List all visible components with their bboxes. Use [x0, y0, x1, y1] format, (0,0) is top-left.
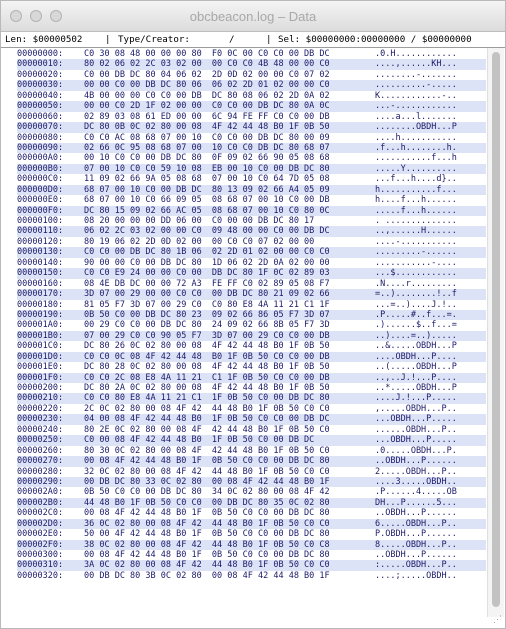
- ascii-cell[interactable]: .0.....OBDH...P.: [375, 445, 457, 456]
- address-cell[interactable]: 00000110:: [17, 226, 64, 237]
- hex-row[interactable]: [17, 122, 486, 132]
- address-cell[interactable]: 000000D0:: [17, 184, 64, 195]
- ascii-cell[interactable]: .........-......: [375, 247, 457, 258]
- hex-row[interactable]: [17, 91, 486, 101]
- ascii-cell[interactable]: ........OBDH...P: [375, 122, 457, 133]
- ascii-cell[interactable]: 6.....OBDH...P..: [375, 518, 457, 529]
- hex-row[interactable]: [17, 59, 486, 69]
- ascii-cell[interactable]: ....J.!...P.....: [375, 393, 457, 404]
- ascii-cell[interactable]: ..........-.....: [375, 80, 457, 91]
- hex-bytes-cell[interactable]: 02 89 03 08 61 ED 00 00 6C 94 FE FF C0 C0 00 DB: [84, 111, 330, 122]
- address-cell[interactable]: 00000040:: [17, 90, 64, 101]
- hex-row[interactable]: [17, 560, 486, 570]
- ascii-cell[interactable]: ..OBDH...P......: [375, 508, 457, 519]
- address-cell[interactable]: 00000120:: [17, 236, 64, 247]
- ascii-cell[interactable]: ..,......H......: [375, 226, 457, 237]
- hex-row[interactable]: [17, 226, 486, 236]
- ascii-cell[interactable]: ....,......KH...: [375, 59, 457, 70]
- address-cell[interactable]: 00000210:: [17, 393, 64, 404]
- ascii-cell[interactable]: ......OBDH...P..: [375, 424, 457, 435]
- hex-bytes-cell[interactable]: 80 02 06 02 2C 03 02 00 00 C0 C0 4B 48 00 00 C0: [84, 59, 330, 70]
- hex-bytes-cell[interactable]: DC 80 15 09 02 66 AC 05 08 68 07 00 10 C0 80 0C: [84, 205, 330, 216]
- ascii-cell[interactable]: ..)....=..).....: [375, 330, 457, 341]
- hex-row[interactable]: [17, 487, 486, 497]
- address-cell[interactable]: 00000100:: [17, 216, 64, 226]
- address-cell[interactable]: 00000280:: [17, 466, 64, 477]
- hex-bytes-cell[interactable]: 3A 0C 02 80 00 08 4F 42 44 48 B0 1F 0B 50 C0 C0: [84, 560, 330, 571]
- hex-row[interactable]: [17, 153, 486, 163]
- ascii-cell[interactable]: .)......$..f...=: [375, 320, 457, 331]
- hex-bytes-cell[interactable]: 00 08 4F 42 44 48 B0 1F 0B 50 C0 C0 00 DB DC 80: [84, 550, 330, 560]
- address-cell[interactable]: 000001B0:: [17, 330, 64, 341]
- hex-bytes-cell[interactable]: 02 66 0C 95 08 68 07 00 10 C0 C0 DB DC 80 68 07: [84, 142, 330, 153]
- hex-bytes-cell[interactable]: 38 0C 02 80 00 08 4F 42 44 48 B0 1F 0B 50 C0 C8: [84, 539, 330, 550]
- hex-row[interactable]: [17, 404, 486, 414]
- address-cell[interactable]: 00000300:: [17, 550, 64, 560]
- hex-row[interactable]: [17, 341, 486, 351]
- address-cell[interactable]: 000002E0:: [17, 529, 64, 540]
- hex-bytes-cell[interactable]: C0 C0 E9 24 00 00 C0 00 DB DC 80 1F 0C 02 89 03: [84, 268, 330, 279]
- ascii-cell[interactable]: =..)........!..f: [375, 289, 457, 300]
- ascii-cell[interactable]: :.....OBDH...P..: [375, 560, 457, 571]
- hex-row[interactable]: [17, 258, 486, 268]
- hex-row[interactable]: [17, 216, 486, 226]
- hex-bytes-cell[interactable]: C0 00 08 4F 42 44 48 B0 1F 0B 50 C0 00 DB DC: [84, 435, 315, 446]
- address-cell[interactable]: 00000060:: [17, 111, 64, 122]
- ascii-cell[interactable]: ..,..J.!...P....: [375, 372, 457, 383]
- address-cell[interactable]: 00000140:: [17, 257, 64, 268]
- address-cell[interactable]: 00000030:: [17, 80, 64, 91]
- hex-row[interactable]: [17, 467, 486, 477]
- address-cell[interactable]: 00000150:: [17, 268, 64, 279]
- hex-row[interactable]: [17, 300, 486, 310]
- ascii-cell[interactable]: .N....r.........: [375, 278, 457, 289]
- address-cell[interactable]: 00000090:: [17, 142, 64, 153]
- hex-row[interactable]: [17, 237, 486, 247]
- hex-bytes-cell[interactable]: 07 00 29 C0 C0 90 05 F7 3D 07 00 29 C0 C0 00 DB: [84, 330, 330, 341]
- address-cell[interactable]: 00000130:: [17, 247, 64, 258]
- hex-row[interactable]: [17, 435, 486, 445]
- ascii-cell[interactable]: .P......4.....OB: [375, 487, 457, 498]
- hex-row[interactable]: [17, 143, 486, 153]
- hex-bytes-cell[interactable]: 50 00 4F 42 44 48 B0 1F 0B 50 C0 C0 00 DB DC 80: [84, 529, 330, 540]
- address-cell[interactable]: 000001D0:: [17, 351, 64, 362]
- hex-row[interactable]: [17, 571, 486, 581]
- hex-bytes-cell[interactable]: 2C 0C 02 80 00 08 4F 42 44 48 B0 1F 0B 50 C0 C0: [84, 403, 330, 414]
- address-cell[interactable]: 000002C0:: [17, 508, 64, 519]
- hex-bytes-cell[interactable]: 0B 50 C0 C0 00 DB DC 80 34 0C 02 80 00 08 4F 42: [84, 487, 330, 498]
- ascii-cell[interactable]: ....;.....OBDH..: [375, 570, 457, 581]
- ascii-cell[interactable]: ..OBDH...P......: [375, 456, 457, 467]
- ascii-cell[interactable]: ...OBDH...P.....: [375, 414, 457, 425]
- type-creator-separator: /: [229, 34, 235, 45]
- ascii-cell[interactable]: ....3.....OBDH..: [375, 476, 457, 487]
- hex-row[interactable]: [17, 247, 486, 257]
- ascii-cell[interactable]: h....f...h......: [375, 195, 457, 206]
- hex-bytes-cell[interactable]: 81 05 F7 3D 07 00 29 C0 C0 80 E8 4A 11 21 C1 1F: [84, 299, 330, 310]
- hex-bytes-cell[interactable]: 04 00 08 4F 42 44 48 B0 1F 0B 50 C0 C0 00 DB DC: [84, 414, 330, 425]
- hex-row[interactable]: [17, 310, 486, 320]
- hex-bytes-cell[interactable]: 06 02 2C 03 02 00 00 C0 09 48 00 00 C0 00 DB DC: [84, 226, 330, 237]
- hex-row[interactable]: [17, 80, 486, 90]
- address-cell[interactable]: 000000C0:: [17, 174, 64, 185]
- address-cell[interactable]: 00000020:: [17, 69, 64, 80]
- hex-bytes-cell[interactable]: C0 C0 2C 08 E8 4A 11 21 C1 1F 0B 50 C0 C0 00 DB: [84, 372, 330, 383]
- hex-row[interactable]: [17, 164, 486, 174]
- hex-row[interactable]: [17, 101, 486, 111]
- hex-bytes-cell[interactable]: 00 00 C0 2D 1F 02 00 00 C0 C0 00 DB DC 80 0A 0C: [84, 101, 330, 112]
- address-cell[interactable]: 00000170:: [17, 289, 64, 300]
- hex-bytes-cell[interactable]: 68 07 00 10 C0 00 DB DC 80 13 09 02 66 A4 05 09: [84, 184, 330, 195]
- hex-row[interactable]: [17, 540, 486, 550]
- ascii-cell[interactable]: ..OBDH...P......: [375, 550, 457, 560]
- hex-row[interactable]: [17, 456, 486, 466]
- address-cell[interactable]: 00000220:: [17, 403, 64, 414]
- address-cell[interactable]: 000002A0:: [17, 487, 64, 498]
- hex-row[interactable]: [17, 70, 486, 80]
- hex-row[interactable]: [17, 195, 486, 205]
- ascii-cell[interactable]: P.OBDH...P......: [375, 529, 457, 540]
- hex-bytes-cell[interactable]: 00 29 C0 C0 00 DB DC 80 24 09 02 66 8B 05 F7 3D: [84, 320, 330, 331]
- hex-row[interactable]: [17, 362, 486, 372]
- hex-row[interactable]: [17, 550, 486, 560]
- hex-row[interactable]: [17, 446, 486, 456]
- address-cell[interactable]: 000001E0:: [17, 362, 64, 373]
- hex-row[interactable]: [17, 206, 486, 216]
- hex-row[interactable]: [17, 498, 486, 508]
- ascii-cell[interactable]: .0.H............: [375, 49, 457, 59]
- ascii-cell[interactable]: ..(.....OBDH...P: [375, 362, 457, 373]
- hex-row[interactable]: [17, 373, 486, 383]
- ascii-cell[interactable]: h...........f...: [375, 184, 457, 195]
- hex-bytes-cell[interactable]: 00 08 4F 42 44 48 B0 1F 0B 50 C0 C0 00 DB DC 80: [84, 508, 330, 519]
- hex-row[interactable]: [17, 425, 486, 435]
- ascii-cell[interactable]: ...OBDH...P.....: [375, 435, 457, 446]
- hex-bytes-cell[interactable]: 07 00 10 C0 C0 59 10 08 EB 00 10 C0 00 DB DC 80: [84, 163, 330, 174]
- hex-row[interactable]: [17, 289, 486, 299]
- address-cell[interactable]: 000002D0:: [17, 518, 64, 529]
- hex-row[interactable]: [17, 383, 486, 393]
- address-cell[interactable]: 00000190:: [17, 309, 64, 320]
- hex-bytes-cell[interactable]: 3D 07 00 29 00 00 C0 C0 00 DB DC 80 21 09 02 66: [84, 289, 330, 300]
- window-title: obcbeacon.log – Data: [189, 9, 317, 24]
- vertical-scrollbar[interactable]: [487, 48, 504, 617]
- ascii-cell[interactable]: .P.....#..f...=.: [375, 309, 457, 320]
- hex-row[interactable]: [17, 529, 486, 539]
- ascii-cell[interactable]: . ..............: [375, 216, 457, 226]
- address-cell[interactable]: 000000E0:: [17, 195, 64, 206]
- hex-bytes-cell[interactable]: DC 80 0B 0C 02 80 00 08 4F 42 44 48 B0 1F 0B 50: [84, 122, 330, 133]
- address-cell[interactable]: 000000F0:: [17, 205, 64, 216]
- address-cell[interactable]: 000001A0:: [17, 320, 64, 331]
- hex-bytes-cell[interactable]: 00 10 C0 C0 00 DB DC 80 0F 09 02 66 90 05 08 68: [84, 153, 330, 164]
- hex-row[interactable]: [17, 174, 486, 184]
- address-cell[interactable]: 00000080:: [17, 132, 64, 143]
- ascii-cell[interactable]: 8.....OBDH...P..: [375, 539, 457, 550]
- hex-dump-view[interactable]: [17, 49, 486, 615]
- hex-bytes-cell[interactable]: 80 2E 0C 02 80 00 08 4F 42 44 48 B0 1F 0B 50 C0: [84, 424, 330, 435]
- info-bar: [1, 32, 505, 48]
- ascii-cell[interactable]: ....OBDH...P....: [375, 351, 457, 362]
- ascii-cell[interactable]: ..&.....OBDH...P: [375, 341, 457, 352]
- title-bar[interactable]: [1, 1, 505, 32]
- ascii-cell[interactable]: .f...h........h.: [375, 142, 457, 153]
- length-label: Len: $00000502: [5, 34, 83, 45]
- hex-row[interactable]: [17, 508, 486, 518]
- ascii-cell[interactable]: 2.....OBDH...P..: [375, 466, 457, 477]
- address-cell[interactable]: 000002B0:: [17, 497, 64, 508]
- ascii-cell[interactable]: ...=..)....J.!..: [375, 299, 457, 310]
- hex-row[interactable]: [17, 519, 486, 529]
- hex-row[interactable]: [17, 133, 486, 143]
- type-creator-label: Type/Creator:: [118, 34, 190, 45]
- address-cell[interactable]: 000001F0:: [17, 372, 64, 383]
- hex-row[interactable]: [17, 393, 486, 403]
- hex-row[interactable]: [17, 320, 486, 330]
- hex-row[interactable]: [17, 279, 486, 289]
- divider: |: [105, 34, 111, 45]
- hex-row[interactable]: [17, 49, 486, 59]
- ascii-cell[interactable]: .....Y..........: [375, 163, 457, 174]
- address-cell[interactable]: 00000320:: [17, 570, 64, 581]
- hex-bytes-cell[interactable]: 36 0C 02 80 00 08 4F 42 44 48 B0 1F 0B 50 C0 C0: [84, 518, 330, 529]
- hex-bytes-cell[interactable]: DC 80 28 0C 02 80 00 08 4F 42 44 48 B0 1F 0B 50: [84, 362, 330, 373]
- hex-row[interactable]: [17, 477, 486, 487]
- address-cell[interactable]: 00000270:: [17, 456, 64, 467]
- ascii-cell[interactable]: ....a...l.......: [375, 111, 457, 122]
- hex-bytes-cell[interactable]: 68 07 00 10 C0 66 09 05 08 68 07 00 10 C0 00 DB: [84, 195, 330, 206]
- hex-bytes-cell[interactable]: C0 30 08 48 00 00 00 80 F0 0C 00 C0 C0 00 DB DC: [84, 49, 330, 59]
- address-cell[interactable]: 00000200:: [17, 383, 64, 393]
- hex-bytes-cell[interactable]: 00 00 C0 00 DB DC 80 06 06 02 2D 01 02 00 00 C0: [84, 80, 330, 91]
- hex-bytes-cell[interactable]: 00 08 4F 42 44 48 B0 1F 0B 50 C0 C0 00 DB DC 80: [84, 456, 330, 467]
- ascii-cell[interactable]: ...........f...h: [375, 153, 457, 164]
- hex-row[interactable]: [17, 185, 486, 195]
- hex-bytes-cell[interactable]: 80 19 06 02 2D 0D 02 00 00 C0 C0 07 02 00 00: [84, 236, 315, 247]
- resize-grip-icon[interactable]: ⋰: [493, 615, 502, 625]
- ascii-cell[interactable]: ....h...........: [375, 132, 457, 143]
- address-cell[interactable]: 00000310:: [17, 560, 64, 571]
- hex-bytes-cell[interactable]: 90 00 00 C0 00 DB DC 80 1D 06 02 2D 0A 02 00 00: [84, 257, 330, 268]
- hex-row[interactable]: [17, 352, 486, 362]
- ascii-cell[interactable]: ....-...........: [375, 236, 457, 247]
- address-cell[interactable]: 00000000:: [17, 49, 64, 59]
- hex-bytes-cell[interactable]: C0 00 DB DC 80 04 06 02 2D 0D 02 00 00 C0 07 02: [84, 69, 330, 80]
- ascii-cell[interactable]: ...........-....: [375, 257, 457, 268]
- address-cell[interactable]: 00000250:: [17, 435, 64, 446]
- address-cell[interactable]: 000001C0:: [17, 341, 64, 352]
- address-cell[interactable]: 00000010:: [17, 59, 64, 70]
- ascii-cell[interactable]: ........-.......: [375, 69, 457, 80]
- ascii-cell[interactable]: K............-..: [375, 90, 457, 101]
- ascii-cell[interactable]: ...f...h....d}..: [375, 174, 457, 185]
- ascii-cell[interactable]: .....f...h......: [375, 205, 457, 216]
- ascii-cell[interactable]: ...$............: [375, 268, 457, 279]
- hex-bytes-cell[interactable]: 08 20 00 00 00 DD 06 00 C0 00 00 DB DC 80 17: [84, 216, 315, 226]
- address-cell[interactable]: 000000B0:: [17, 163, 64, 174]
- hex-bytes-cell[interactable]: DC 80 2A 0C 02 80 00 08 4F 42 44 48 B0 1F 0B 50: [84, 383, 330, 393]
- address-cell[interactable]: 00000240:: [17, 424, 64, 435]
- hex-bytes-cell[interactable]: 80 30 0C 02 80 00 08 4F 42 44 48 B0 1F 0B 50 C0: [84, 445, 330, 456]
- hex-bytes-cell[interactable]: 44 48 B0 1F 0B 50 C0 C0 00 DB DC 80 35 0C 02 80: [84, 497, 330, 508]
- address-cell[interactable]: 00000260:: [17, 445, 64, 456]
- hex-row[interactable]: [17, 112, 486, 122]
- address-cell[interactable]: 00000290:: [17, 476, 64, 487]
- hex-bytes-cell[interactable]: 00 DB DC 80 3B 0C 02 80 00 08 4F 42 44 48 B0 1F: [84, 570, 330, 581]
- address-cell[interactable]: 000000A0:: [17, 153, 64, 164]
- hex-bytes-cell[interactable]: 00 DB DC 80 33 0C 02 80 00 08 4F 42 44 48 B0 1F: [84, 476, 330, 487]
- address-cell[interactable]: 00000180:: [17, 299, 64, 310]
- ascii-cell[interactable]: ...-............: [375, 101, 457, 112]
- address-cell[interactable]: 00000160:: [17, 278, 64, 289]
- hex-row[interactable]: [17, 414, 486, 424]
- scrollbar-thumb[interactable]: [492, 52, 500, 607]
- hex-bytes-cell[interactable]: 4B 00 00 00 C0 C0 00 DB DC 80 08 06 02 2D 0A 02: [84, 90, 330, 101]
- hex-row[interactable]: [17, 331, 486, 341]
- hex-bytes-cell[interactable]: C0 C0 80 E8 4A 11 21 C1 1F 0B 50 C0 00 DB DC 80: [84, 393, 330, 404]
- selection-label: Sel: $00000000:00000000 / $00000000: [278, 34, 472, 45]
- hex-row[interactable]: [17, 268, 486, 278]
- ascii-cell[interactable]: DH...P......5...: [375, 497, 457, 508]
- address-cell[interactable]: 00000050:: [17, 101, 64, 112]
- hex-bytes-cell[interactable]: 32 0C 02 80 00 08 4F 42 44 48 B0 1F 0B 50 C0 C0: [84, 466, 330, 477]
- hex-bytes-cell[interactable]: 11 09 02 66 9A 05 08 68 07 00 10 C0 64 7D 05 08: [84, 174, 330, 185]
- hex-bytes-cell[interactable]: DC 80 26 0C 02 80 00 08 4F 42 44 48 B0 1F 0B 50: [84, 341, 330, 352]
- hex-bytes-cell[interactable]: C0 C0 AC 08 68 07 00 10 C0 C0 00 DB DC 80 00 09: [84, 132, 330, 143]
- hex-bytes-cell[interactable]: C0 C0 0C 08 4F 42 44 48 B0 1F 0B 50 C0 C0 00 DB: [84, 351, 330, 362]
- hex-bytes-cell[interactable]: C0 C0 00 DB DC 80 1B 06 02 2D 01 02 00 00 C0 C0: [84, 247, 330, 258]
- divider: |: [266, 34, 272, 45]
- address-cell[interactable]: 00000230:: [17, 414, 64, 425]
- ascii-cell[interactable]: ,.....OBDH...P..: [375, 403, 457, 414]
- address-cell[interactable]: 000002F0:: [17, 539, 64, 550]
- ascii-cell[interactable]: ..*.....OBDH...P: [375, 383, 457, 393]
- address-cell[interactable]: 00000070:: [17, 122, 64, 133]
- hex-bytes-cell[interactable]: 08 4E DB DC 00 00 72 A3 FE FF C0 02 89 05 08 F7: [84, 278, 330, 289]
- hex-bytes-cell[interactable]: 0B 50 C0 00 DB DC 80 23 09 02 66 86 05 F7 3D 07: [84, 309, 330, 320]
